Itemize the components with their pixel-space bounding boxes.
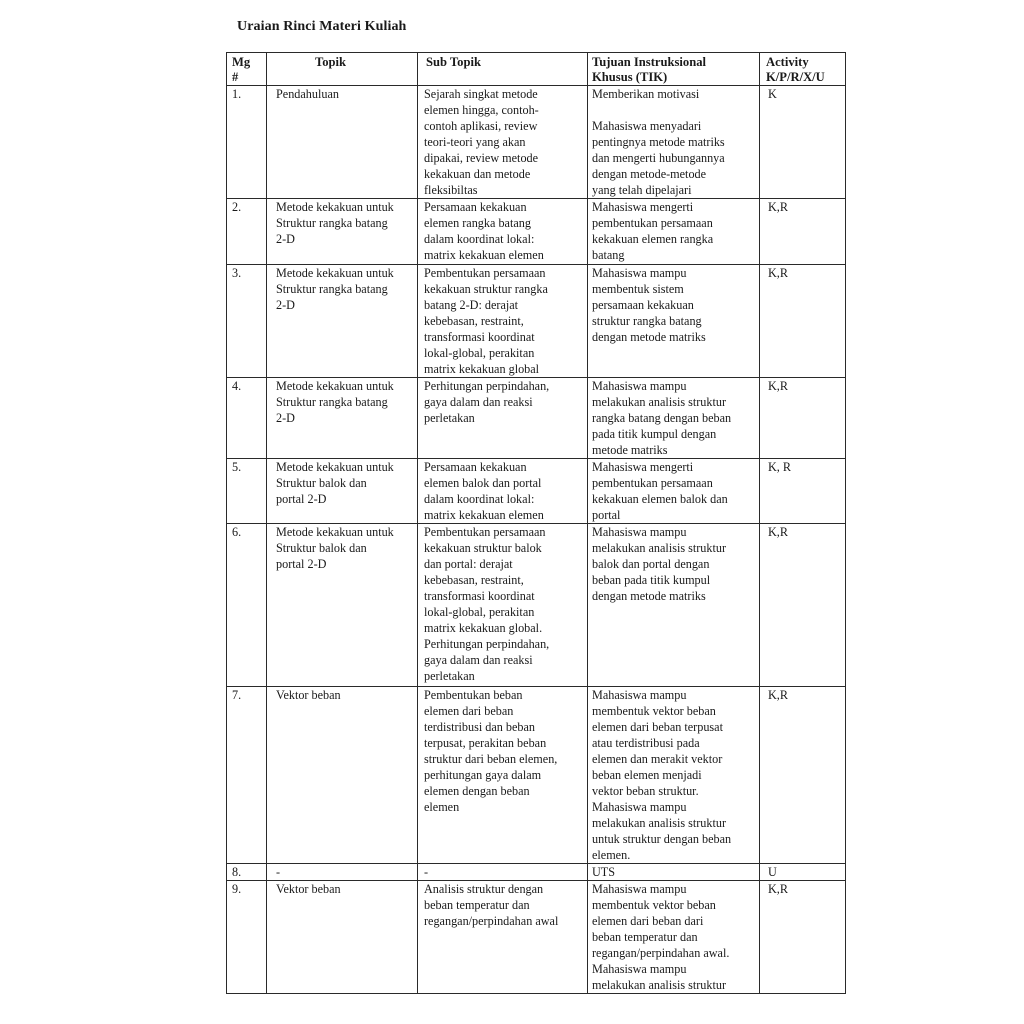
cell-topik: Vektor beban (267, 881, 418, 994)
cell-topik: Metode kekakuan untuk Struktur balok dan portal 2-D (267, 459, 418, 524)
header-mg: Mg # (227, 53, 267, 86)
cell-sub-topik: Analisis struktur dengan beban temperatur dan regangan/perpindahan awal (418, 881, 588, 994)
cell-activity: K,R (760, 378, 846, 459)
cell-topik: Vektor beban (267, 687, 418, 864)
cell-topik: Metode kekakuan untuk Struktur rangka batang 2-D (267, 265, 418, 378)
header-sub-topik: Sub Topik (418, 53, 588, 86)
table-header-row (227, 53, 846, 86)
table-row (227, 378, 846, 459)
cell-sub-topik: Perhitungan perpindahan, gaya dalam dan reaksi perletakan (418, 378, 588, 459)
cell-tik: UTS (588, 864, 760, 881)
cell-activity: K, R (760, 459, 846, 524)
cell-sub-topik: Pembentukan persamaan kekakuan struktur rangka batang 2-D: derajat kebebasan, restraint, transformasi koordinat lokal-global, perakitan matrix kekakuan global (418, 265, 588, 378)
cell-sub-topik: Persamaan kekakuan elemen rangka batang dalam koordinat lokal: matrix kekakuan elemen (418, 199, 588, 265)
document-title: Uraian Rinci Materi Kuliah (237, 19, 407, 34)
cell-mg: 7. (227, 687, 267, 864)
table-row (227, 199, 846, 265)
cell-sub-topik: Pembentukan persamaan kekakuan struktur balok dan portal: derajat kebebasan, restraint, transformasi koordinat lokal-global, perakitan matrix kekakuan global. Perhitungan perpindahan, gaya dalam dan reaksi perletakan (418, 524, 588, 687)
cell-mg: 8. (227, 864, 267, 881)
cell-mg: 2. (227, 199, 267, 265)
cell-mg: 4. (227, 378, 267, 459)
cell-sub-topik: Pembentukan beban elemen dari beban terdistribusi dan beban terpusat, perakitan beban struktur dari beban elemen, perhitungan gaya dalam elemen dengan beban elemen (418, 687, 588, 864)
cell-tik: Mahasiswa mampu membentuk vektor beban elemen dari beban terpusat atau terdistribusi pada elemen dan merakit vektor beban elemen menjadi vektor beban struktur. Mahasiswa mampu melakukan analisis struktur untuk struktur dengan beban elemen. (588, 687, 760, 864)
table-row (227, 86, 846, 199)
cell-topik: Pendahuluan (267, 86, 418, 199)
cell-activity: K,R (760, 199, 846, 265)
cell-tik: Mahasiswa mampu melakukan analisis struktur rangka batang dengan beban pada titik kumpul dengan metode matriks (588, 378, 760, 459)
table-row (227, 459, 846, 524)
cell-topik: Metode kekakuan untuk Struktur rangka batang 2-D (267, 199, 418, 265)
cell-activity: K,R (760, 524, 846, 687)
cell-activity: K,R (760, 687, 846, 864)
cell-mg: 6. (227, 524, 267, 687)
cell-mg: 9. (227, 881, 267, 994)
header-activity: Activity K/P/R/X/U (760, 53, 846, 86)
cell-topik: - (267, 864, 418, 881)
cell-mg: 5. (227, 459, 267, 524)
cell-mg: 1. (227, 86, 267, 199)
cell-mg: 3. (227, 265, 267, 378)
cell-tik: Mahasiswa mampu melakukan analisis struktur balok dan portal dengan beban pada titik kumpul dengan metode matriks (588, 524, 760, 687)
table-row (227, 687, 846, 864)
cell-tik: Mahasiswa mampu membentuk sistem persamaan kekakuan struktur rangka batang dengan metode matriks (588, 265, 760, 378)
cell-activity: U (760, 864, 846, 881)
cell-topik: Metode kekakuan untuk Struktur balok dan portal 2-D (267, 524, 418, 687)
cell-tik: Mahasiswa mengerti pembentukan persamaan kekakuan elemen balok dan portal (588, 459, 760, 524)
table-row (227, 864, 846, 881)
cell-activity: K (760, 86, 846, 199)
header-tik: Tujuan Instruksional Khusus (TIK) (588, 53, 760, 86)
cell-tik: Memberikan motivasi Mahasiswa menyadari pentingnya metode matriks dan mengerti hubungannya dengan metode-metode yang telah dipelajari (588, 86, 760, 199)
cell-sub-topik: Sejarah singkat metode elemen hingga, contoh- contoh aplikasi, review teori-teori yang akan dipakai, review metode kekakuan dan metode fleksibiltas (418, 86, 588, 199)
header-topik: Topik (267, 53, 418, 86)
table-row (227, 524, 846, 687)
cell-tik: Mahasiswa mampu membentuk vektor beban elemen dari beban dari beban temperatur dan regangan/perpindahan awal. Mahasiswa mampu melakukan analisis struktur (588, 881, 760, 994)
table-row (227, 881, 846, 994)
cell-topik: Metode kekakuan untuk Struktur rangka batang 2-D (267, 378, 418, 459)
cell-activity: K,R (760, 265, 846, 378)
course-material-table (226, 52, 846, 994)
cell-sub-topik: - (418, 864, 588, 881)
table-row (227, 265, 846, 378)
cell-activity: K,R (760, 881, 846, 994)
cell-sub-topik: Persamaan kekakuan elemen balok dan portal dalam koordinat lokal: matrix kekakuan elemen (418, 459, 588, 524)
cell-tik: Mahasiswa mengerti pembentukan persamaan kekakuan elemen rangka batang (588, 199, 760, 265)
